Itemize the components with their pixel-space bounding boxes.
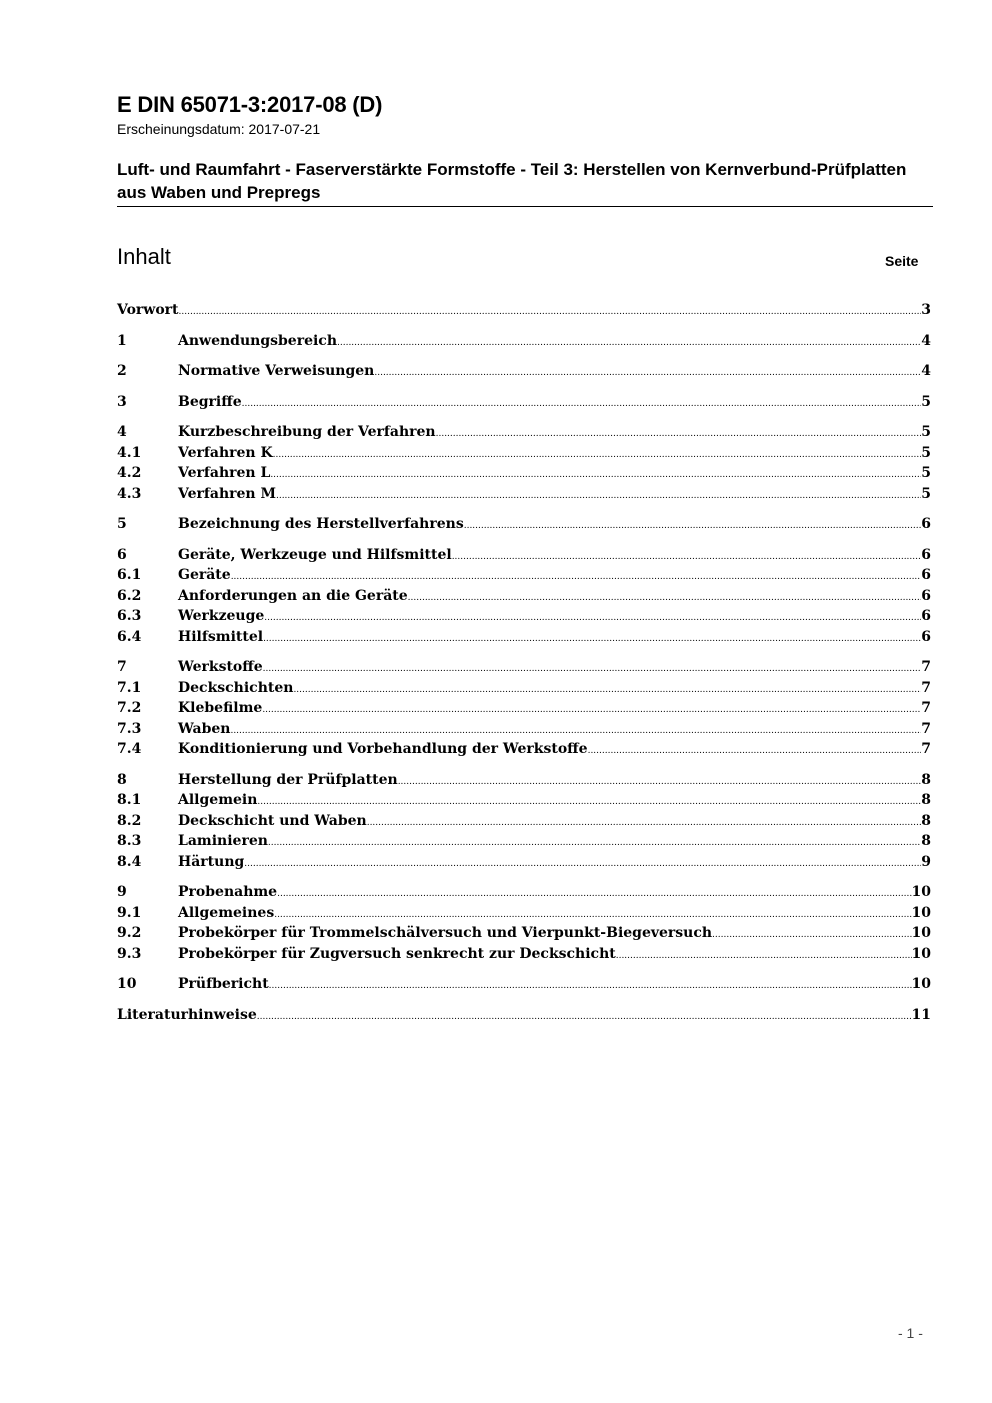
toc-dot-leader [230,721,921,737]
toc-entry-number: 7.1 [117,679,142,696]
toc-dot-leader [374,363,921,379]
toc-entry-page: 9 [921,853,931,870]
toc-entry-page: 5 [921,424,931,440]
toc-dot-leader [712,925,911,941]
toc-entry-number: 8.3 [117,833,142,849]
toc-entry-number: 8 [117,771,127,788]
toc-entry-page: 6 [921,546,931,563]
toc-entry-number: 4.3 [117,485,142,502]
toc-dot-leader [179,302,922,318]
toc-entry-title: Probekörper für Zugversuch senkrecht zur Deckschicht [178,945,616,962]
toc-entry-title: Waben [178,720,231,737]
toc-entry-page: 7 [921,741,931,757]
toc-entry-number: 6.4 [117,628,142,645]
toc-entry-page: 8 [921,771,931,788]
toc-entry-page: 10 [911,904,931,921]
toc-entry-page: 10 [911,976,931,992]
toc-entry-title: Geräte, Werkzeuge und Hilfsmittel [178,546,452,563]
toc-entry-title: Herstellung der Prüfplatten [178,771,398,788]
toc-entry-title: Kurzbeschreibung der Verfahren [178,424,436,440]
toc-dot-leader [263,629,921,645]
toc-entry[interactable] [117,854,931,875]
toc-entry-title: Härtung [178,853,245,870]
toc-entry-title: Probekörper für Trommelschälversuch und Vierpunkt-Biegeversuch [178,925,713,941]
toc-entry-number: 7.4 [117,741,142,757]
toc-entry[interactable] [117,629,931,650]
toc-dot-leader [408,588,922,604]
toc-entry-number: 6.1 [117,567,142,583]
page-number: - 1 - [898,1325,923,1341]
toc-entry[interactable] [117,946,931,967]
toc-entry-page: 10 [911,925,931,941]
toc-dot-leader [452,547,922,563]
toc-entry[interactable] [117,659,931,680]
toc-entry-title: Anwendungsbereich [178,332,337,349]
toc-entry-page: 3 [921,302,931,318]
toc-entry-title: Hilfsmittel [178,628,264,645]
table-of-contents [117,302,931,1027]
toc-entry[interactable] [117,588,931,609]
toc-page-column-label: Seite [885,253,919,269]
toc-entry-page: 7 [921,720,931,737]
toc-entry-number: 6.3 [117,608,142,624]
toc-entry[interactable] [117,465,931,486]
publication-date: Erscheinungsdatum: 2017-07-21 [117,121,321,137]
toc-entry-number: 5 [117,516,127,532]
toc-entry[interactable] [117,905,931,926]
toc-entry[interactable] [117,363,931,384]
toc-entry[interactable] [117,516,931,537]
toc-dot-leader [263,659,922,675]
toc-entry-page: 6 [921,608,931,624]
toc-dot-leader [244,854,921,870]
toc-entry-page: 10 [911,945,931,962]
toc-entry-page: 8 [921,812,931,829]
document-id: E DIN 65071-3:2017-08 (D) [117,92,383,117]
toc-dot-leader [257,792,921,808]
toc-entry[interactable] [117,333,931,354]
toc-entry-page: 7 [921,659,931,675]
toc-entry-page: 5 [921,465,931,481]
toc-entry-title: Werkstoffe [178,659,263,675]
toc-dot-leader [276,486,921,502]
toc-entry-number: 9.2 [117,925,142,941]
toc-entry-number: 8.1 [117,792,142,808]
toc-entry-number: 7.3 [117,720,142,737]
toc-dot-leader [367,813,922,829]
toc-entry-page: 4 [921,332,931,349]
toc-entry[interactable] [117,700,931,721]
toc-dot-leader [464,516,922,532]
toc-dot-leader [588,741,922,757]
toc-entry[interactable] [117,1007,931,1028]
toc-dot-leader [231,567,922,583]
toc-entry-title: Allgemein [178,792,258,808]
title-divider [117,206,933,207]
toc-entry[interactable] [117,424,931,445]
toc-entry-title: Werkzeuge [178,608,265,624]
toc-entry[interactable] [117,486,931,507]
toc-entry-number: 4.1 [117,444,142,461]
toc-entry[interactable] [117,792,931,813]
toc-entry[interactable] [117,608,931,629]
toc-entry[interactable] [117,445,931,466]
toc-entry-title: Begriffe [178,393,242,410]
toc-entry-number: 6 [117,546,127,563]
toc-entry[interactable] [117,884,931,905]
toc-entry-title: Verfahren L [178,465,271,481]
toc-entry-number: 7.2 [117,700,142,716]
toc-entry[interactable] [117,976,931,997]
toc-entry-number: 3 [117,393,127,410]
toc-entry-page: 6 [921,628,931,645]
toc-entry-number: 8.4 [117,853,142,870]
toc-entry-page: 8 [921,833,931,849]
toc-entry[interactable] [117,741,931,762]
toc-dot-leader [268,833,921,849]
toc-dot-leader [262,700,921,716]
toc-entry-title: Prüfbericht [178,976,269,992]
toc-entry[interactable] [117,394,931,415]
toc-entry-title: Deckschichten [178,679,294,696]
toc-entry-title: Konditionierung und Vorbehandlung der Werkstoffe [178,741,588,757]
toc-entry-page: 6 [921,587,931,604]
toc-dot-leader [257,1007,912,1023]
toc-dot-leader [398,772,922,788]
toc-entry-title: Probenahme [178,884,278,900]
toc-entry[interactable] [117,302,931,323]
document-title: Luft- und Raumfahrt - Faserverstärkte Formstoffe - Teil 3: Herstellen von Kernverbund-Prüfplatten aus Waben und Prepregs [117,160,907,202]
toc-entry-number: 9 [117,884,127,900]
toc-entry-title: Klebefilme [178,700,263,716]
toc-entry[interactable] [117,721,931,742]
toc-entry-title: Anforderungen an die Geräte [178,587,408,604]
toc-entry[interactable] [117,772,931,793]
toc-entry-title: Deckschicht und Waben [178,812,367,829]
toc-entry-title: Geräte [178,567,231,583]
toc-dot-leader [616,946,912,962]
toc-entry-page: 4 [921,363,931,379]
toc-dot-leader [337,333,921,349]
toc-entry-page: 6 [921,516,931,532]
toc-entry[interactable] [117,813,931,834]
toc-entry[interactable] [117,567,931,588]
toc-dot-leader [242,394,922,410]
toc-entry-title: Bezeichnung des Herstellverfahrens [178,516,464,532]
toc-entry-number: 7 [117,659,127,675]
toc-dot-leader [269,976,912,992]
toc-entry-number: 9.1 [117,904,142,921]
toc-entry-number: 6.2 [117,587,142,604]
toc-entry-page: 8 [921,792,931,808]
toc-entry-title: Literaturhinweise [117,1006,257,1023]
toc-entry-page: 7 [921,700,931,716]
toc-entry-number: 9.3 [117,945,142,962]
toc-dot-leader [277,884,911,900]
toc-entry-page: 10 [911,884,931,900]
toc-entry-title: Verfahren K [178,444,273,461]
toc-entry[interactable] [117,925,931,946]
toc-entry-title: Verfahren M [178,485,276,502]
toc-entry-page: 11 [911,1006,931,1023]
toc-entry-page: 5 [921,444,931,461]
toc-entry-number: 4.2 [117,465,142,481]
toc-entry-number: 1 [117,332,127,349]
toc-dot-leader [274,905,911,921]
toc-entry-title: Laminieren [178,833,268,849]
toc-dot-leader [270,465,921,481]
toc-entry-page: 5 [921,393,931,410]
toc-dot-leader [293,680,921,696]
toc-entry[interactable] [117,680,931,701]
toc-entry-page: 6 [921,567,931,583]
toc-dot-leader [264,608,921,624]
toc-entry[interactable] [117,547,931,568]
toc-entry-page: 7 [921,679,931,696]
toc-entry-number: 4 [117,424,127,440]
toc-entry-title: Normative Verweisungen [178,363,375,379]
toc-heading: Inhalt [117,244,171,269]
toc-entry-title: Allgemeines [178,904,275,921]
toc-entry-number: 10 [117,976,137,992]
toc-entry-title: Vorwort [117,302,179,318]
toc-entry-number: 8.2 [117,812,142,829]
toc-entry[interactable] [117,833,931,854]
toc-dot-leader [436,424,922,440]
toc-dot-leader [273,445,922,461]
toc-entry-number: 2 [117,363,127,379]
toc-entry-page: 5 [921,485,931,502]
